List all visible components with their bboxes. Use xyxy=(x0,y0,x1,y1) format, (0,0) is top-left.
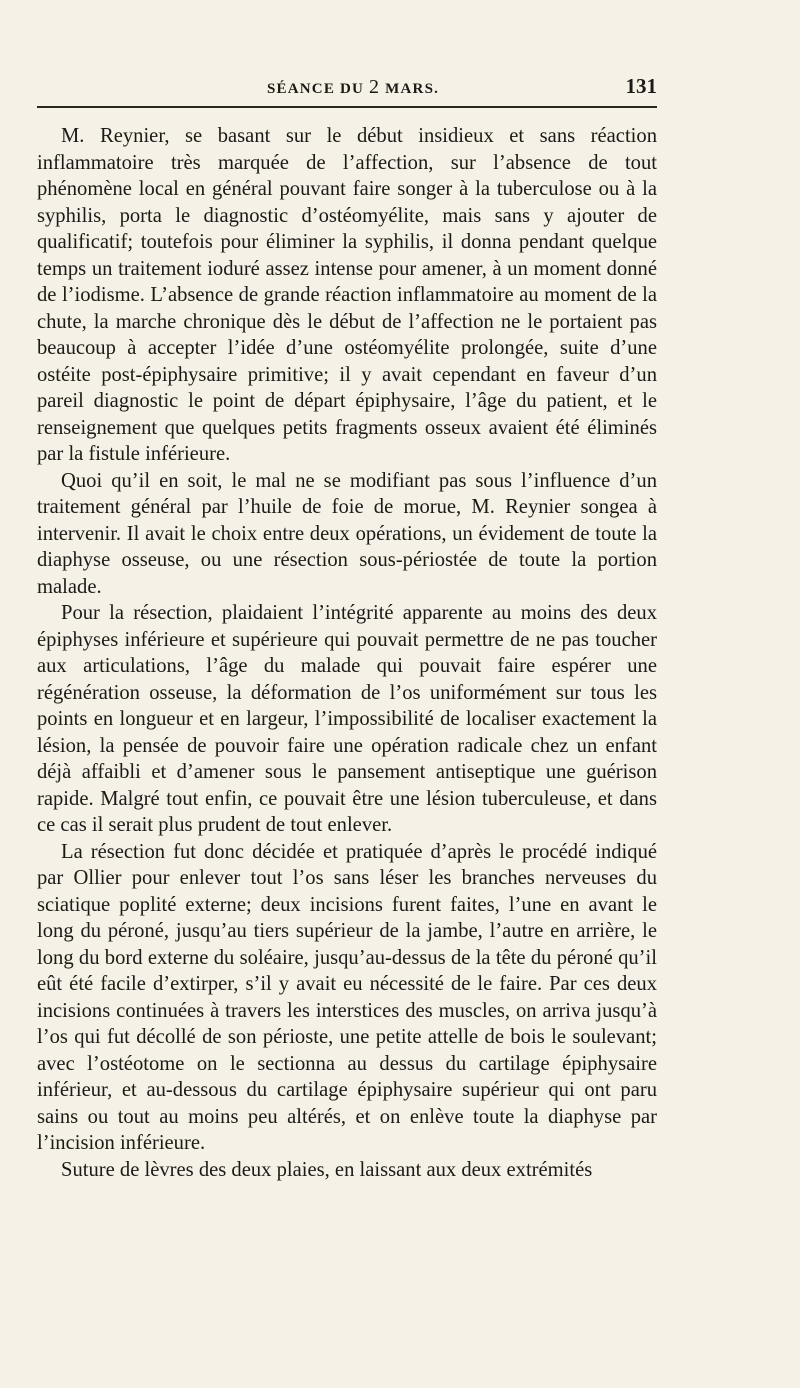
paragraph-5: Suture de lèvres des deux plaies, en laissant aux deux extrémités xyxy=(61,1158,593,1181)
running-title xyxy=(267,76,439,99)
running-title-suffix: MARS. xyxy=(380,81,440,97)
body-text xyxy=(37,123,657,1183)
paragraph-2: Quoi qu’il en soit, le mal ne se modifiant pas sous l’influence d’un traitement général par l’huile de foie de morue, M. Reynier songea à intervenir. Il avait le choix entre deux opérations, un évidement de toute la diaphyse osseuse, ou une résection sous-périostée de toute la portion malade. xyxy=(37,469,657,598)
paragraph-3: Pour la résection, plaidaient l’intégrité apparente au moins des deux épiphyses inférieure et supérieure qui pouvait permettre de ne pas toucher aux articulations, l’âge du malade qui pouvait faire espérer une régénération osseuse, la déformation de l’os uniformément sur tous les points en longueur et en largeur, l’impossibilité de localiser exactement la lésion, la pensée de pouvoir faire une opération radicale chez un enfant déjà affaibli et d’amener sous le pansement antiseptique une guérison rapide. Malgré tout enfin, ce pouvait être une lésion tuberculeuse, et dans ce cas il serait plus prudent de tout enlever. xyxy=(37,602,657,836)
header-rule xyxy=(37,106,657,108)
running-header xyxy=(37,74,657,102)
running-title-date-number: 2 xyxy=(369,76,381,98)
paragraph-4: La résection fut donc décidée et pratiquée d’après le procédé indiqué par Ollier pour enlever tout l’os sans léser les branches nerveuses du sciatique poplité externe; deux incisions furent faites, l’une en avant le long du péroné, jusqu’au tiers supérieur de la jambe, l’autre en arrière, le long du bord externe du soléaire, jusqu’au-dessus de la tête du péroné qu’il eût été facile d’extirper, s’il y avait eu nécessité de le faire. Par ces deux incisions continuées à travers les interstices des muscles, on arriva jusqu’à l’os qui fut décollé de son périoste, une petite attelle de bois le soulevant; avec l’ostéotome on le sectionna au dessus du cartilage épiphysaire inférieur, et au-dessous du cartilage épiphysaire supérieur qui ont paru sains ou tout au moins peu altérés, et on enlève toute la diaphyse par l’incision inférieure. xyxy=(37,840,657,1154)
paragraph-1: M. Reynier, se basant sur le début insidieux et sans réaction inflammatoire très marquée de l’affection, sur l’absence de tout phénomène local en général pouvant faire songer à la tuberculose ou à la syphilis, porta le diagnostic d’ostéomyélite, mais sans y ajouter de qualificatif; toutefois pour éliminer la syphilis, il donna pendant quelque temps un traitement ioduré assez intense pour amener, à un moment donné de l’iodisme. L’absence de grande réaction inflammatoire au moment de la chute, la marche chronique dès le début de l’affection ne le portaient pas beaucoup à accepter l’idée d’une ostéomyélite prolongée, suite d’une ostéite post-épiphysaire primitive; il y avait cependant en faveur d’un pareil diagnostic le point de départ épiphysaire, l’âge du patient, et le renseignement que quelques petits fragments osseux avaient été éliminés par la fistule inférieure. xyxy=(37,125,657,465)
running-title-prefix: SÉANCE DU xyxy=(267,81,370,97)
page-number: 131 xyxy=(625,74,657,98)
